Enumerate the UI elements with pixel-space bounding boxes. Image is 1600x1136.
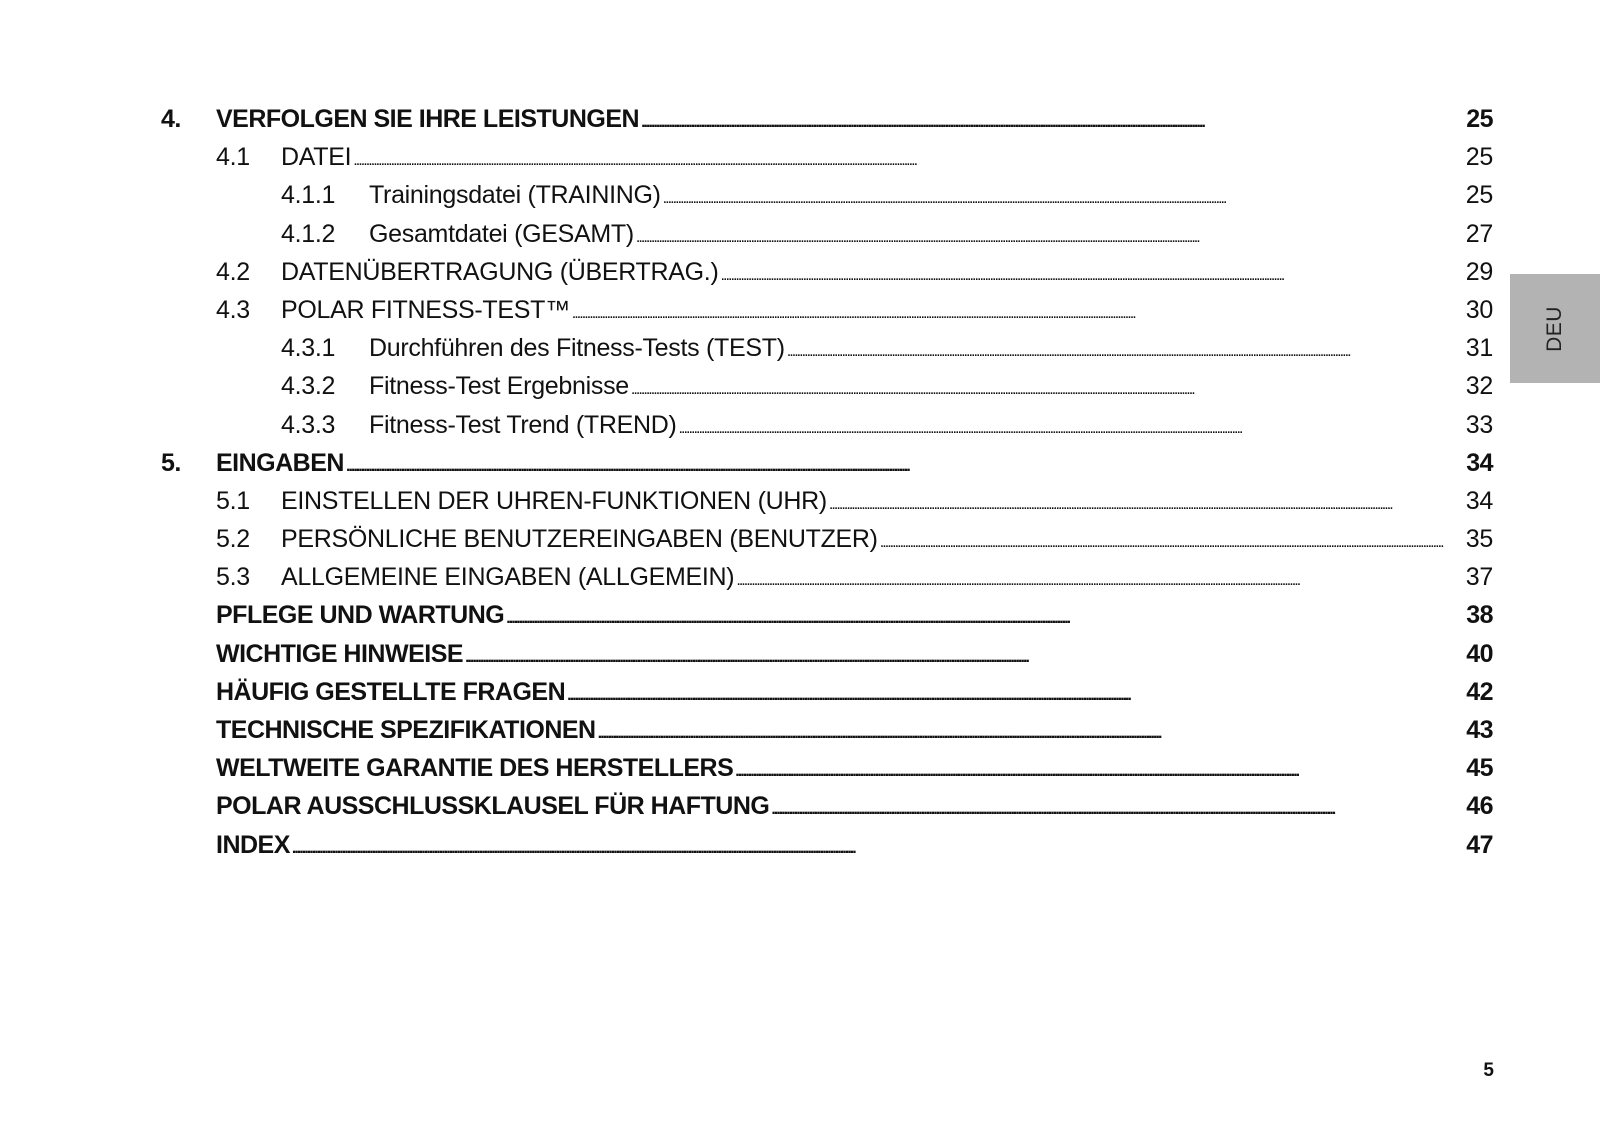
toc-entry-title: POLAR FITNESS-TEST™: [281, 295, 570, 324]
toc-entry[interactable]: [161, 100, 1493, 138]
toc-entry-page: 40: [1466, 639, 1493, 668]
toc-entry-title: WELTWEITE GARANTIE DES HERSTELLERS: [216, 754, 734, 783]
toc-entry[interactable]: [161, 482, 1493, 520]
toc-entry-page: 30: [1465, 295, 1493, 324]
toc-entry-page: 34: [1465, 486, 1493, 515]
toc-entry-page: 45: [1466, 754, 1493, 783]
toc-entry[interactable]: [161, 596, 1493, 634]
dot-leader: [771, 787, 1463, 825]
dot-leader: [353, 138, 1463, 176]
toc-entry-page: 37: [1465, 563, 1493, 592]
toc-entry-number: 5.: [161, 448, 181, 477]
toc-entry-page: 46: [1466, 792, 1493, 821]
toc-entry-page: 42: [1466, 677, 1493, 706]
toc-entry-title: EINGABEN: [216, 448, 344, 477]
toc-entry-page: 38: [1466, 601, 1493, 630]
dot-leader: [631, 367, 1463, 405]
toc-entry-title: VERFOLGEN SIE IHRE LEISTUNGEN: [216, 105, 640, 133]
toc-entry[interactable]: [161, 291, 1493, 329]
dot-leader: [663, 176, 1463, 214]
toc-entry-page: 25: [1466, 105, 1493, 133]
toc-entry-page: 32: [1465, 372, 1493, 401]
toc-entry-title: Gesamtdatei (GESAMT): [369, 219, 634, 248]
toc-entry[interactable]: [161, 329, 1493, 367]
toc-entry[interactable]: [161, 406, 1493, 444]
toc-entry-page: 34: [1466, 448, 1493, 477]
toc-entry[interactable]: [161, 787, 1493, 825]
toc-entry-number: 5.3: [216, 563, 250, 592]
toc-entry[interactable]: [161, 520, 1493, 558]
toc-entry-page: 27: [1465, 219, 1493, 248]
toc-entry[interactable]: [161, 253, 1493, 291]
dot-leader: [880, 520, 1463, 558]
toc-entry-title: POLAR AUSSCHLUSSKLAUSEL FÜR HAFTUNG: [216, 792, 770, 821]
toc-entry-title: Trainingsdatei (TRAINING): [369, 181, 661, 210]
page-number: 5: [1483, 1060, 1494, 1081]
toc-entry-page: 25: [1465, 181, 1493, 210]
dot-leader: [641, 100, 1463, 138]
toc-entry-number: 4.2: [216, 257, 250, 286]
toc-entry-number: 4.3: [216, 295, 250, 324]
toc-entry[interactable]: [161, 558, 1493, 596]
toc-entry[interactable]: [161, 635, 1493, 673]
dot-leader: [679, 406, 1463, 444]
toc-entry-title: Durchführen des Fitness-Tests (TEST): [369, 334, 785, 363]
dot-leader: [736, 558, 1463, 596]
toc-entry-number: 4.3.3: [281, 410, 336, 439]
language-tab: [1510, 274, 1600, 383]
toc-entry-number: 4.1.2: [281, 219, 336, 248]
dot-leader: [572, 291, 1463, 329]
dot-leader: [735, 749, 1463, 787]
toc-entry-title: ALLGEMEINE EINGABEN (ALLGEMEIN): [281, 563, 735, 592]
toc-entry-page: 47: [1466, 830, 1493, 859]
toc-entry[interactable]: [161, 215, 1493, 253]
toc-entry-title: PFLEGE UND WARTUNG: [216, 601, 505, 630]
toc-entry-number: 4.3.2: [281, 372, 336, 401]
dot-leader: [292, 826, 1463, 864]
toc-entry[interactable]: [161, 138, 1493, 176]
dot-leader: [829, 482, 1463, 520]
toc-entry-number: 4.3.1: [281, 334, 336, 363]
toc-entry[interactable]: [161, 367, 1493, 405]
toc-entry[interactable]: [161, 673, 1493, 711]
dot-leader: [465, 635, 1463, 673]
toc-entry-title: DATEI: [281, 143, 352, 172]
toc-entry-page: 43: [1466, 716, 1493, 744]
toc-entry-page: 29: [1465, 257, 1493, 286]
toc-entry-title: EINSTELLEN DER UHREN-FUNKTIONEN (UHR): [281, 486, 827, 515]
toc-entry-title: Fitness-Test Ergebnisse: [369, 372, 629, 401]
dot-leader: [636, 215, 1463, 253]
toc-entry-title: WICHTIGE HINWEISE: [216, 639, 464, 668]
toc-entry[interactable]: [161, 444, 1493, 482]
toc-entry-title: Fitness-Test Trend (TREND): [369, 410, 677, 439]
dot-leader: [787, 329, 1463, 367]
dot-leader: [346, 444, 1463, 482]
toc-entry-number: 4.: [161, 105, 181, 133]
toc-entry[interactable]: [161, 176, 1493, 214]
toc-entry-title: TECHNISCHE SPEZIFIKATIONEN: [216, 716, 596, 744]
toc-entry-title: HÄUFIG GESTELLTE FRAGEN: [216, 677, 566, 706]
toc-entry-number: 5.2: [216, 525, 250, 554]
dot-leader: [506, 596, 1463, 634]
toc-entry-number: 5.1: [216, 486, 250, 515]
toc-entry-title: INDEX: [216, 830, 290, 859]
dot-leader: [598, 711, 1463, 749]
toc-entry-page: 31: [1465, 334, 1493, 363]
toc-entry-number: 4.1: [216, 143, 250, 172]
toc-entry-title: PERSÖNLICHE BENUTZEREINGABEN (BENUTZER): [281, 525, 878, 554]
toc-entry-page: 35: [1465, 525, 1493, 554]
toc-entry[interactable]: [161, 711, 1493, 749]
toc-entry-page: 25: [1465, 143, 1493, 172]
table-of-contents: [161, 100, 1493, 864]
toc-entry[interactable]: [161, 826, 1493, 864]
toc-entry-number: 4.1.1: [281, 181, 336, 210]
dot-leader: [720, 253, 1463, 291]
toc-entry-page: 33: [1465, 410, 1493, 439]
language-tab-label: DEU: [1543, 305, 1566, 352]
toc-entry-title: DATENÜBERTRAGUNG (ÜBERTRAG.): [281, 257, 719, 286]
toc-entry[interactable]: [161, 749, 1493, 787]
dot-leader: [567, 673, 1463, 711]
